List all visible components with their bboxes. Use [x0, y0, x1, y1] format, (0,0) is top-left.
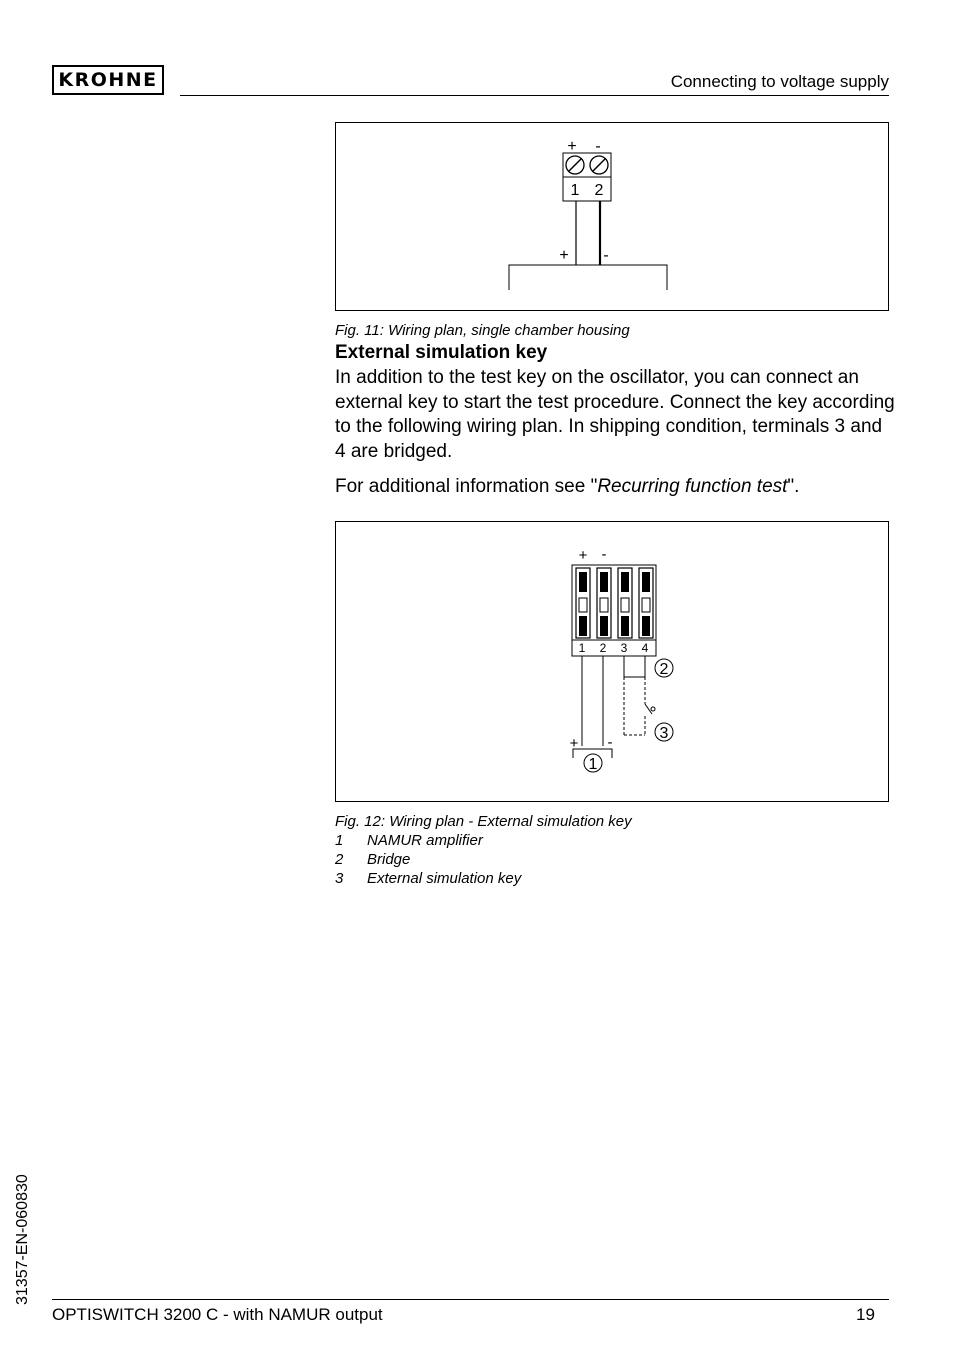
fig12-minus-label: - — [601, 546, 607, 563]
info-suffix: ". — [787, 476, 800, 497]
callout-3-icon — [655, 723, 673, 742]
fig11-minus-label: - — [595, 138, 601, 155]
fig11-wire-minus-label: - — [603, 247, 609, 264]
footer-product: OPTISWITCH 3200 C - with NAMUR output — [52, 1305, 383, 1324]
fig12-terminal-number: 1 — [578, 641, 586, 655]
fig11-supply-bracket — [509, 265, 667, 290]
document-number: 31357-EN-060830 — [14, 1174, 31, 1305]
krohne-logo: KROHNE — [52, 65, 164, 95]
legend-item: 1 NAMUR amplifier — [335, 832, 483, 849]
fig11-wire-plus-label: + — [559, 247, 569, 264]
fig12-wire-minus-label: - — [607, 734, 613, 751]
fig12-spring-clamp-icon — [639, 568, 653, 638]
fig12-terminal-number: 2 — [599, 641, 607, 655]
callout-2-icon — [655, 659, 673, 678]
header-rule — [180, 95, 889, 96]
figure-12-caption: Fig. 12: Wiring plan - External simulation key — [335, 813, 632, 830]
legend-item: 3 External simulation key — [335, 870, 522, 887]
switch-icon — [651, 707, 655, 711]
figure-12-legend — [335, 832, 521, 889]
fig11-terminal-number: 1 — [570, 182, 580, 199]
svg-text:2: 2 — [659, 661, 669, 678]
fig12-wire-plus-label: + — [569, 735, 579, 752]
figure-11-caption: Fig. 11: Wiring plan, single chamber housing — [335, 322, 630, 339]
figure-12-diagram — [336, 522, 888, 801]
figure-11-wiring-plan — [335, 122, 889, 311]
fig12-bridge — [624, 656, 645, 677]
fig12-spring-clamp-icon — [597, 568, 611, 638]
fig12-terminal-number: 3 — [620, 641, 628, 655]
fig11-screw-icon — [566, 156, 584, 174]
fig11-terminal-number: 2 — [594, 182, 604, 199]
fig12-external-key-circuit — [624, 677, 655, 735]
fig12-terminal-number: 4 — [641, 641, 649, 655]
fig12-spring-clamp-icon — [618, 568, 632, 638]
page-number: 19 — [856, 1305, 875, 1324]
fig12-plus-label: + — [578, 547, 588, 564]
figure-11-diagram — [336, 123, 888, 310]
svg-text:3: 3 — [659, 725, 669, 742]
svg-text:1: 1 — [588, 756, 598, 773]
figure-12-wiring-plan — [335, 521, 889, 802]
section-title: Connecting to voltage supply — [670, 72, 889, 91]
fig11-plus-label: + — [567, 138, 577, 155]
legend-item: 2 Bridge — [335, 851, 411, 868]
callout-1-icon — [584, 754, 602, 773]
fig11-screw-icon — [590, 156, 608, 174]
fig12-spring-clamp-icon — [576, 568, 590, 638]
section-heading: External simulation key — [335, 342, 548, 363]
section-paragraph: In addition to the test key on the oscillator, you can connect an external key to start the test procedure. Connect the key according to the following wiring plan. In shipping condition, terminals 3 and 4 are bridged. — [335, 367, 895, 462]
info-reference: Recurring function test — [597, 476, 788, 497]
info-line — [335, 476, 799, 498]
info-prefix: For additional information see " — [335, 476, 598, 497]
footer-rule — [52, 1299, 889, 1300]
